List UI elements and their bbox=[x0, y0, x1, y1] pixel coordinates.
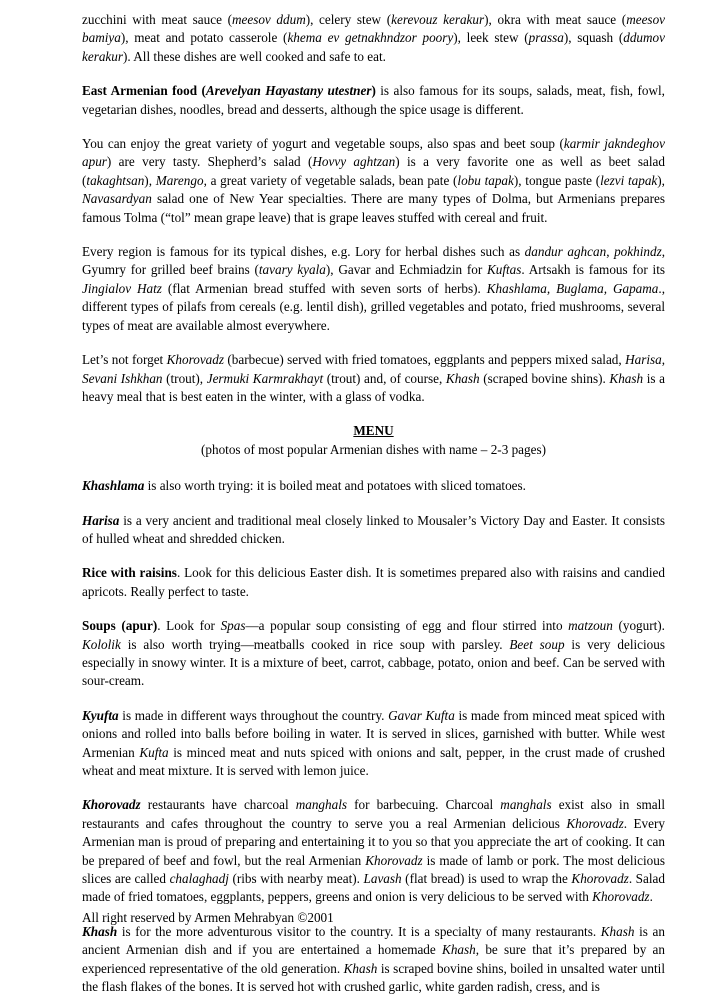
dish-harisa bbox=[82, 512, 665, 549]
italic-term: lobu tapak bbox=[457, 172, 514, 188]
italic-term: matzoun bbox=[568, 618, 613, 634]
italic-term: manghals bbox=[500, 797, 552, 813]
text-run: . Look for bbox=[157, 618, 221, 634]
paragraph-east-armenian bbox=[82, 82, 665, 119]
italic-term: Lavash bbox=[363, 871, 402, 887]
italic-term: meesov ddum bbox=[231, 12, 306, 27]
text-run: , be sure that it’s prepared by an experienced representative of the old generation. bbox=[82, 942, 666, 976]
text-run: —a popular soup consisting of egg and flour stirred into bbox=[245, 618, 569, 634]
text-run: . Every Armenian man is proud of preparing and entertaining it to you so that you appreciate the art of cooking. It can be prepared of beef and fowl, but the real Armenian bbox=[82, 815, 665, 868]
text-run: restaurants have charcoal bbox=[140, 797, 296, 813]
text-run: ), okra with meat sauce ( bbox=[484, 12, 627, 27]
italic-term: kerevouz kerakur bbox=[391, 12, 485, 27]
text-run: You can enjoy the great variety of yogurt and vegetable soups, also spas and beet soup ( bbox=[82, 136, 564, 152]
dish-rice-raisins bbox=[82, 564, 665, 601]
text-run: . bbox=[649, 889, 653, 905]
bold-term: Rice with raisins bbox=[82, 565, 177, 581]
italic-term: Khorovadz bbox=[166, 352, 224, 368]
text-run: , Gyumry for grilled beef brains ( bbox=[82, 244, 665, 278]
italic-term: tavary kyala bbox=[258, 262, 326, 278]
text-run: (barbecue) served with fried tomatoes, eggplants and peppers mixed salad, bbox=[224, 352, 626, 368]
text-run: is made in different ways throughout the country. bbox=[118, 707, 389, 723]
dish-khashlama bbox=[82, 477, 665, 495]
text-run: is an ancient Armenian dish and if you are entertained a homemade bbox=[82, 923, 665, 958]
italic-term: Khashlama, Buglama, Gapama bbox=[486, 280, 659, 296]
italic-term: khema ev getnakhndzor poory bbox=[287, 30, 454, 46]
bold-term: Soups (apur) bbox=[82, 618, 158, 634]
text-run: is for the more adventurous visitor to the country. It is a specialty of many restaurants. bbox=[117, 923, 601, 939]
italic-term: Khorovadz bbox=[571, 871, 629, 887]
italic-term: meesov bamiya bbox=[82, 12, 666, 46]
bold-term: East Armenian food ( bbox=[82, 83, 206, 99]
text-run: ), celery stew ( bbox=[305, 12, 392, 27]
text-run: is a heavy meal that is best eaten in the winter, with a glass of vodka. bbox=[82, 370, 666, 404]
bold-term: Arevelyan Hayastany utestner bbox=[205, 83, 372, 99]
italic-term: Khorovadz bbox=[566, 815, 624, 831]
copyright-footer: All right reserved by Armen Mehrabyan ©2001 bbox=[82, 910, 334, 925]
bold-term: Khash bbox=[82, 923, 118, 939]
text-run: ) is a very favorite one as well as beet salad ( bbox=[82, 154, 665, 188]
paragraph-intro-continued bbox=[82, 11, 665, 66]
text-run: is made of lamb or pork. The most delicious slices are called bbox=[82, 852, 665, 887]
text-run: is a very ancient and traditional meal closely linked to Mousaler’s Victory Day and Easter. It consists of hulled wheat and shredded chicken. bbox=[82, 512, 665, 546]
text-run: ), bbox=[657, 172, 665, 188]
text-run: , a great variety of vegetable salads, bean pate ( bbox=[203, 172, 458, 188]
italic-term: Khash bbox=[609, 370, 644, 386]
paragraph-soups-salads bbox=[82, 135, 665, 227]
bold-term: ) bbox=[371, 83, 376, 99]
bold-term: Kyufta bbox=[82, 707, 119, 723]
paragraph-khorovadz-intro bbox=[82, 351, 665, 406]
italic-term: manghals bbox=[295, 797, 348, 813]
text-run: (flat Armenian bread stuffed with seven sorts of herbs). bbox=[161, 280, 487, 296]
text-run: is also famous for its soups, salads, meat, fish, fowl, vegetarian dishes, noodles, bread and desserts, although the spice usage is different. bbox=[82, 83, 665, 117]
italic-term: Kufta bbox=[139, 744, 169, 760]
text-run: is minced meat and nuts spiced with onions and salt, pepper, in the crust made of crushed wheat and meat mixture. It is served with lemon juice. bbox=[82, 744, 665, 778]
text-run: salad one of New Year specialties. There are many types of Dolma, but Armenians prepares famous Tolma (“tol” mean grape leave) that is grape leaves stuffed with cereal and fruit. bbox=[82, 191, 665, 225]
text-run: . Salad made of fried tomatoes, eggplants, peppers, greens and onion is very delicious to be served with bbox=[82, 871, 665, 905]
text-run: is very delicious especially in snowy winter. It is a mixture of beet, carrot, cabbage, potato, onion and beef. Can be served with sour-cream. bbox=[82, 636, 665, 689]
italic-term: chalaghadj bbox=[169, 871, 229, 887]
text-run: (scraped bovine shins). bbox=[479, 370, 610, 386]
text-run: , bbox=[661, 352, 666, 368]
text-run: ) are very tasty. Shepherd’s salad ( bbox=[106, 154, 313, 170]
italic-term: Jingialov Hatz bbox=[82, 280, 162, 296]
dish-khorovadz bbox=[82, 796, 665, 906]
text-run: is made from minced meat spiced with onions and rolled into balls before boiling in water. It is served in slices, garnished with butter. While west Armenian bbox=[82, 707, 665, 760]
italic-term: Harisa bbox=[625, 352, 662, 368]
italic-term: ddumov kerakur bbox=[82, 30, 665, 64]
italic-term: Khash bbox=[600, 923, 635, 939]
text-run: (trout), bbox=[162, 370, 207, 386]
page-content bbox=[82, 11, 665, 996]
text-run: (flat bread) is used to wrap the bbox=[401, 871, 572, 887]
italic-term: Kololik bbox=[82, 636, 121, 652]
italic-term: pokhindz bbox=[614, 244, 662, 260]
text-run: ), tongue paste ( bbox=[513, 172, 601, 188]
text-run: ., different types of pilafs from cereals (e.g. lentil dish), grilled vegetables and potato, fried mushrooms, several types of meat are available almost everywhere. bbox=[82, 280, 665, 333]
text-run: (trout) and, of course, bbox=[323, 370, 446, 386]
italic-term: Khash bbox=[343, 960, 378, 976]
dish-soups-apur bbox=[82, 617, 665, 691]
dish-khash bbox=[82, 923, 665, 996]
italic-term: Khash bbox=[445, 370, 480, 386]
text-run: ), leek stew ( bbox=[453, 30, 529, 46]
text-run: is also worth trying—meatballs cooked in rice soup with parsley. bbox=[120, 636, 510, 652]
italic-term: Khorovadz bbox=[365, 852, 423, 868]
paragraph-regions bbox=[82, 243, 665, 335]
text-run: Let’s not forget bbox=[82, 352, 167, 368]
text-run: ), Gavar and Echmiadzin for bbox=[325, 262, 487, 278]
menu-title: MENU bbox=[353, 423, 394, 439]
text-run: ). All these dishes are well cooked and safe to eat. bbox=[123, 48, 386, 64]
text-run: ), squash ( bbox=[563, 30, 624, 46]
text-run: for barbecuing. Charcoal bbox=[347, 797, 501, 813]
italic-term: Spas bbox=[220, 618, 246, 634]
bold-term: Khorovadz bbox=[82, 797, 141, 813]
italic-term: karmir jakndeghov apur bbox=[82, 136, 665, 170]
italic-term: lezvi tapak bbox=[600, 172, 658, 188]
italic-term: Marengo bbox=[155, 172, 204, 188]
italic-term: Gavar Kufta bbox=[388, 707, 455, 723]
italic-term: prassa bbox=[528, 30, 564, 46]
text-run: is scraped bovine shins, boiled in unsalted water until the flash flakes of the bones. It is served hot with crushed garlic, white garden radish, cress, and is bbox=[82, 960, 665, 995]
text-run: ), bbox=[144, 172, 156, 188]
text-run: ), meat and potato casserole ( bbox=[120, 30, 288, 46]
dish-kyufta bbox=[82, 707, 665, 781]
menu-subtitle: (photos of most popular Armenian dishes with name – 2-3 pages) bbox=[200, 441, 546, 457]
text-run: zucchini with meat sauce ( bbox=[82, 12, 232, 27]
text-run: , bbox=[606, 244, 615, 260]
bold-term: Khashlama bbox=[82, 478, 145, 494]
italic-term: Navasardyan bbox=[82, 191, 152, 207]
text-run: (yogurt). bbox=[612, 618, 665, 634]
text-run: (ribs with nearby meat). bbox=[228, 871, 364, 887]
text-run: . Look for this delicious Easter dish. It is sometimes prepared also with raisins and candied apricots. Really perfect to taste. bbox=[82, 565, 666, 599]
italic-term: Beet soup bbox=[509, 636, 565, 652]
bold-term: Harisa bbox=[82, 512, 120, 528]
text-run: . Artsakh is famous for its bbox=[521, 262, 665, 278]
italic-term: takaghtsan bbox=[86, 172, 145, 188]
text-run: exist also in small restaurants and cafes throughout the country to serve you a real Armenian delicious bbox=[82, 797, 665, 831]
italic-term: Sevani Ishkhan bbox=[82, 370, 163, 386]
italic-term: Jermuki Karmrakhayt bbox=[206, 370, 324, 386]
italic-term: Khorovadz bbox=[592, 889, 650, 905]
text-run: Every region is famous for its typical dishes, e.g. Lory for herbal dishes such as bbox=[82, 244, 525, 260]
italic-term: Khash bbox=[442, 942, 476, 958]
menu-heading-block bbox=[82, 422, 665, 459]
italic-term: dandur aghcan bbox=[524, 244, 607, 260]
italic-term: Hovvy aghtzan bbox=[312, 154, 396, 170]
italic-term: Kuftas bbox=[486, 262, 522, 278]
text-run: is also worth trying: it is boiled meat and potatoes with sliced tomatoes. bbox=[144, 478, 526, 494]
